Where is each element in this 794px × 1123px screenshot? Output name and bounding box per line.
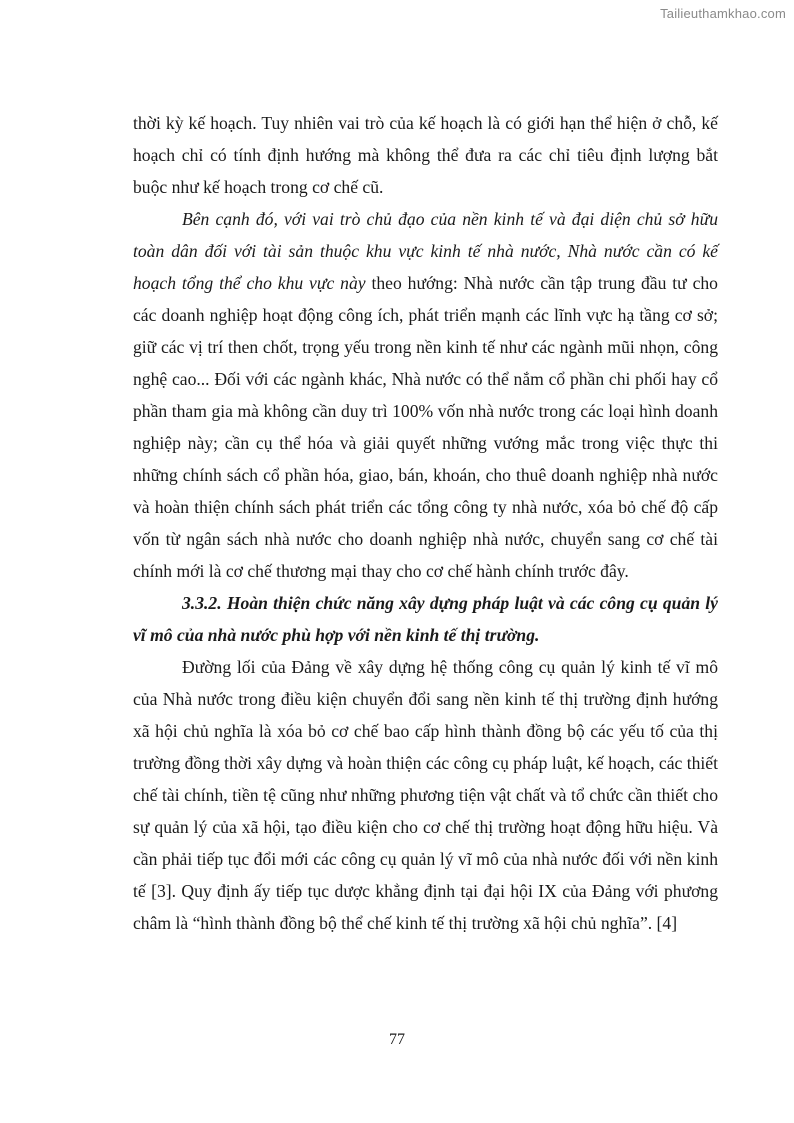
page-number: 77: [389, 1031, 405, 1048]
paragraph: thời kỳ kế hoạch. Tuy nhiên vai trò của kế hoạch là có giới hạn thể hiện ở chỗ, kế hoạch chỉ có tính định hướng mà không thể đưa ra các chỉ tiêu định lượng bắt buộc như kế hoạch trong cơ chế cũ.: [133, 113, 718, 197]
paragraph: Đường lối của Đảng về xây dựng hệ thống công cụ quản lý kinh tế vĩ mô của Nhà nước trong điều kiện chuyển đổi sang nền kinh tế thị trường định hướng xã hội chủ nghĩa là xóa bỏ cơ chế bao cấp hình thành đồng bộ các yếu tố của thị trường đồng thời xây dựng và hoàn thiện các công cụ pháp luật, kế hoạch, các thiết chế tài chính, tiền tệ cũng như những phương tiện vật chất và tổ chức cần thiết cho sự quản lý của xã hội, tạo điều kiện cho cơ chế thị trường hoạt động hữu hiệu. Và cần phải tiếp tục đổi mới các công cụ quản lý vĩ mô của nhà nước đối với nền kinh tế [3]. Quy định ấy tiếp tục dược khẳng định tại đại hội IX của Đảng với phương châm là “hình thành đồng bộ thể chế kinh tế thị trường xã hội chủ nghĩa”. [4]: [133, 657, 718, 933]
paragraph: [133, 203, 718, 587]
watermark: Tailieuthamkhao.com: [660, 6, 786, 21]
document-body: [133, 107, 718, 939]
italic-text: Bên cạnh đó, với vai trò chủ đạo của nền kinh tế và đại diện chủ sở hữu toàn dân đối với tài sản thuộc khu vực kinh tế nhà nước, Nhà nước cần có kế hoạch tổng thể cho khu vực này: [133, 209, 718, 293]
section-heading: 3.3.2. Hoàn thiện chức năng xây dựng pháp luật và các công cụ quản lý vĩ mô của nhà nước phù hợp với nền kinh tế thị trường.: [133, 593, 718, 645]
paragraph-text: theo hướng: Nhà nước cần tập trung đầu tư cho các doanh nghiệp hoạt động công ích, phát triển mạnh các lĩnh vực hạ tầng cơ sở; giữ các vị trí then chốt, trọng yếu trong nền kinh tế như các ngành mũi nhọn, công nghệ cao... Đối với các ngành khác, Nhà nước có thể nắm cổ phần chi phối hay cổ phần tham gia mà không cần duy trì 100% vốn nhà nước trong các loại hình doanh nghiệp này; cần cụ thể hóa và giải quyết những vướng mắc trong việc thực thi những chính sách cổ phần hóa, giao, bán, khoán, cho thuê doanh nghiệp nhà nước và hoàn thiện chính sách phát triển các tổng công ty nhà nước, xóa bỏ chế độ cấp vốn từ ngân sách nhà nước cho doanh nghiệp nhà nước, chuyển sang cơ chế tài chính mới là cơ chế thương mại thay cho cơ chế hành chính trước đây.: [133, 273, 718, 581]
